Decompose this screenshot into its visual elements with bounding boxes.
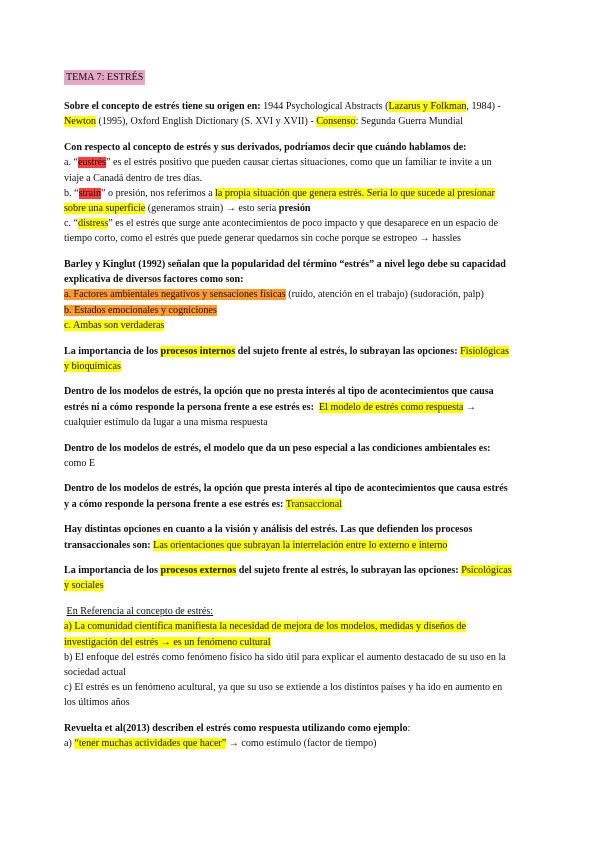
- option-a-prefix: a. “: [64, 157, 79, 169]
- reference-a-highlight-2: investigación del estrés → es un fenómeno cultural: [64, 636, 271, 648]
- revuelta-option-a-highlight: “tener muchas actividades que hacer”: [74, 738, 227, 750]
- barley-option-b-highlight: b. Estados emocionales y cogniciones: [64, 304, 217, 316]
- distress-highlight: distress: [78, 218, 109, 230]
- external-line-2: [64, 578, 548, 593]
- external-line-1: [64, 563, 548, 578]
- barley-question-2: [64, 272, 548, 287]
- option-c-line-2: tiempo corto, como el estrés que puede generar quedarnos sin coche porque se estropeo → hassles: [64, 233, 461, 245]
- origin-paragraph: [64, 99, 548, 129]
- reference-paragraph: [64, 604, 548, 710]
- option-c-line: [64, 216, 548, 231]
- environmental-answer: como E: [64, 457, 96, 469]
- barley-option-c: [64, 318, 548, 333]
- reference-a-line-2: [64, 635, 548, 650]
- reference-a-highlight-1: a) La comunidad científica manifiesta la necesidad de mejora de los modelos, medidas y diseños de: [64, 621, 466, 633]
- revuelta-option-a-text: → como estímulo (factor de tiempo): [226, 738, 377, 750]
- external-processes-paragraph: [64, 563, 548, 593]
- response-arrow: →: [463, 401, 476, 413]
- environmental-model-paragraph: [64, 441, 548, 471]
- barley-option-a-highlight: a. Factores ambientales negativos y sensaciones físicas: [64, 289, 286, 301]
- presion-bold: presión: [278, 202, 311, 214]
- response-text-1: Dentro de los modelos de estrés, la opción que no presta interés al tipo de acontecimientos que causa: [64, 386, 494, 398]
- option-a-line: [64, 155, 548, 170]
- internal-text-1: La importancia de los: [64, 345, 161, 357]
- origin-text: (1995), Oxford English Dictionary (S. XVI y XVII) -: [95, 116, 317, 128]
- option-c-prefix: c. “: [64, 218, 79, 230]
- origin-highlight-lazarus: Lazarus y Folkman: [388, 101, 467, 113]
- option-a-text: ” es el estrés positivo que pueden causar ciertas situaciones, como que un familiar te invite a un: [106, 157, 492, 169]
- external-text-2: del sujeto frente al estrés, lo subrayan las opciones:: [236, 565, 459, 577]
- option-b-text-2: (generamos strain) → esto sería: [145, 202, 279, 214]
- response-answer: El modelo de estrés como respuesta: [319, 401, 464, 413]
- internal-line-1: [64, 344, 548, 359]
- barley-question-1: [64, 257, 548, 272]
- response-line-3: cualquier estímulo da lugar a una misma respuesta: [64, 416, 268, 428]
- revuelta-option-a-prefix: a): [64, 738, 75, 750]
- revuelta-option-a: [64, 736, 548, 751]
- barley-option-a-text: (ruido, atención en el trabajo) (sudoración, palp): [285, 289, 484, 301]
- option-b-highlight: la propia situación que genera estrés. Sería lo que sucede al presionar: [215, 187, 495, 199]
- origin-line-2: [64, 114, 548, 129]
- environmental-line-1: [64, 441, 548, 456]
- origin-highlight-consenso: Consenso: [316, 116, 356, 128]
- vision-text-1: Hay distintas opciones en cuanto a la visión y análisis del estrés. Las que defienden los procesos: [64, 524, 473, 536]
- internal-line-2: [64, 359, 548, 374]
- page-title: TEMA 7: ESTRÉS: [64, 70, 145, 85]
- barley-option-c-highlight: c. Ambas son verdaderas: [64, 319, 165, 331]
- barley-paragraph: [64, 257, 548, 333]
- internal-highlight: procesos internos: [160, 345, 236, 357]
- transactional-answer: Transaccional: [285, 498, 342, 510]
- barley-question-text-1: Barley y Kinglut (1992) señalan que la popularidad del término “estrés” a nivel lego debe su capacidad: [64, 259, 506, 271]
- internal-answer-2: y bioquímicas: [64, 360, 121, 372]
- origin-text: , 1984) -: [466, 101, 501, 113]
- reference-heading: En Referencia al concepto de estrés:: [66, 606, 214, 618]
- reference-c-line-1: c) El estrés es un fenómeno acultural, ya que su uso se extiende a los distintos países y ha ido en aumento en: [64, 682, 503, 694]
- vision-paragraph: [64, 522, 548, 552]
- response-line-1: [64, 384, 548, 399]
- vision-line-2: [64, 538, 548, 553]
- transactional-paragraph: [64, 481, 548, 511]
- option-b-text: ” o presión, nos referimos a: [101, 187, 216, 199]
- derivatives-question-text: Con respecto al concepto de estrés y sus derivados, podríamos decir que cuándo hablamos de:: [64, 142, 467, 154]
- origin-question: Sobre el concepto de estrés tiene su origen en:: [64, 101, 261, 113]
- origin-text: : Segunda Guerra Mundial: [355, 116, 463, 128]
- transactional-line-2: [64, 497, 548, 512]
- reference-a-line-1: [64, 619, 548, 634]
- external-answer-2: y sociales: [64, 580, 104, 592]
- option-b-line-2: [64, 201, 548, 216]
- external-text-1: La importancia de los: [64, 565, 161, 577]
- reference-c-line-2: los últimos años: [64, 697, 130, 709]
- transactional-text-2: y a cómo responde la persona frente a ese estrés es:: [64, 498, 284, 510]
- transactional-text-1: Dentro de los modelos de estrés, la opción que presta interés al tipo de acontecimientos que causa estrés: [64, 483, 508, 495]
- reference-heading-line: [64, 604, 548, 619]
- vision-line-1: [64, 522, 548, 537]
- vision-answer: Las orientaciones que subrayan la interrelación entre lo externo e interno: [153, 539, 448, 551]
- origin-line-1: [64, 99, 548, 114]
- transactional-line-1: [64, 481, 548, 496]
- derivatives-paragraph: [64, 140, 548, 246]
- option-b-line: [64, 186, 548, 201]
- barley-option-a: [64, 287, 548, 302]
- response-model-paragraph: [64, 384, 548, 430]
- reference-b-line-1: b) El enfoque del estrés como fenómeno físico ha sido útil para explicar el aumento destacado de su uso en la: [64, 651, 506, 663]
- response-text-2: estrés ni a cómo responde la persona frente a ese estrés es:: [64, 401, 314, 413]
- strain-highlight: strain: [78, 187, 102, 199]
- origin-highlight-newton: Newton: [64, 116, 96, 128]
- barley-option-b: [64, 303, 548, 318]
- external-answer-1: Psicológicas: [461, 565, 512, 577]
- option-c-text: ” es el estrés que surge ante acontecimientos de poco impacto y que desaparece en un espacio de: [108, 218, 498, 230]
- revuelta-question: [64, 721, 548, 736]
- revuelta-colon: :: [407, 723, 411, 735]
- revuelta-paragraph: [64, 721, 548, 751]
- origin-text: 1944 Psychological Abstracts (: [260, 101, 389, 113]
- reference-b-line-2: sociedad actual: [64, 667, 126, 678]
- eustres-highlight: eustrés: [78, 157, 107, 169]
- internal-processes-paragraph: [64, 344, 548, 374]
- vision-text-2: transaccionales son:: [64, 539, 151, 551]
- response-line-2: [64, 400, 548, 415]
- revuelta-question-text: Revuelta et al(2013) describen el estrés como respuesta utilizando como ejemplo: [64, 723, 408, 735]
- internal-text-2: del sujeto frente al estrés, lo subrayan las opciones:: [235, 345, 458, 357]
- internal-answer-1: Fisiológicas: [460, 345, 509, 357]
- external-highlight: procesos externos: [160, 565, 237, 577]
- derivatives-question: [64, 140, 548, 155]
- option-b-prefix: b. “: [64, 187, 79, 199]
- option-a-line-2: viaje a Canadá dentro de tres días.: [64, 172, 203, 184]
- barley-question-text-2: explicativa de diversos factores como son:: [64, 274, 244, 286]
- environmental-text: Dentro de los modelos de estrés, el modelo que da un peso especial a las condiciones ambientales es:: [64, 442, 491, 454]
- option-b-highlight-2: sobre una superficie: [64, 202, 146, 214]
